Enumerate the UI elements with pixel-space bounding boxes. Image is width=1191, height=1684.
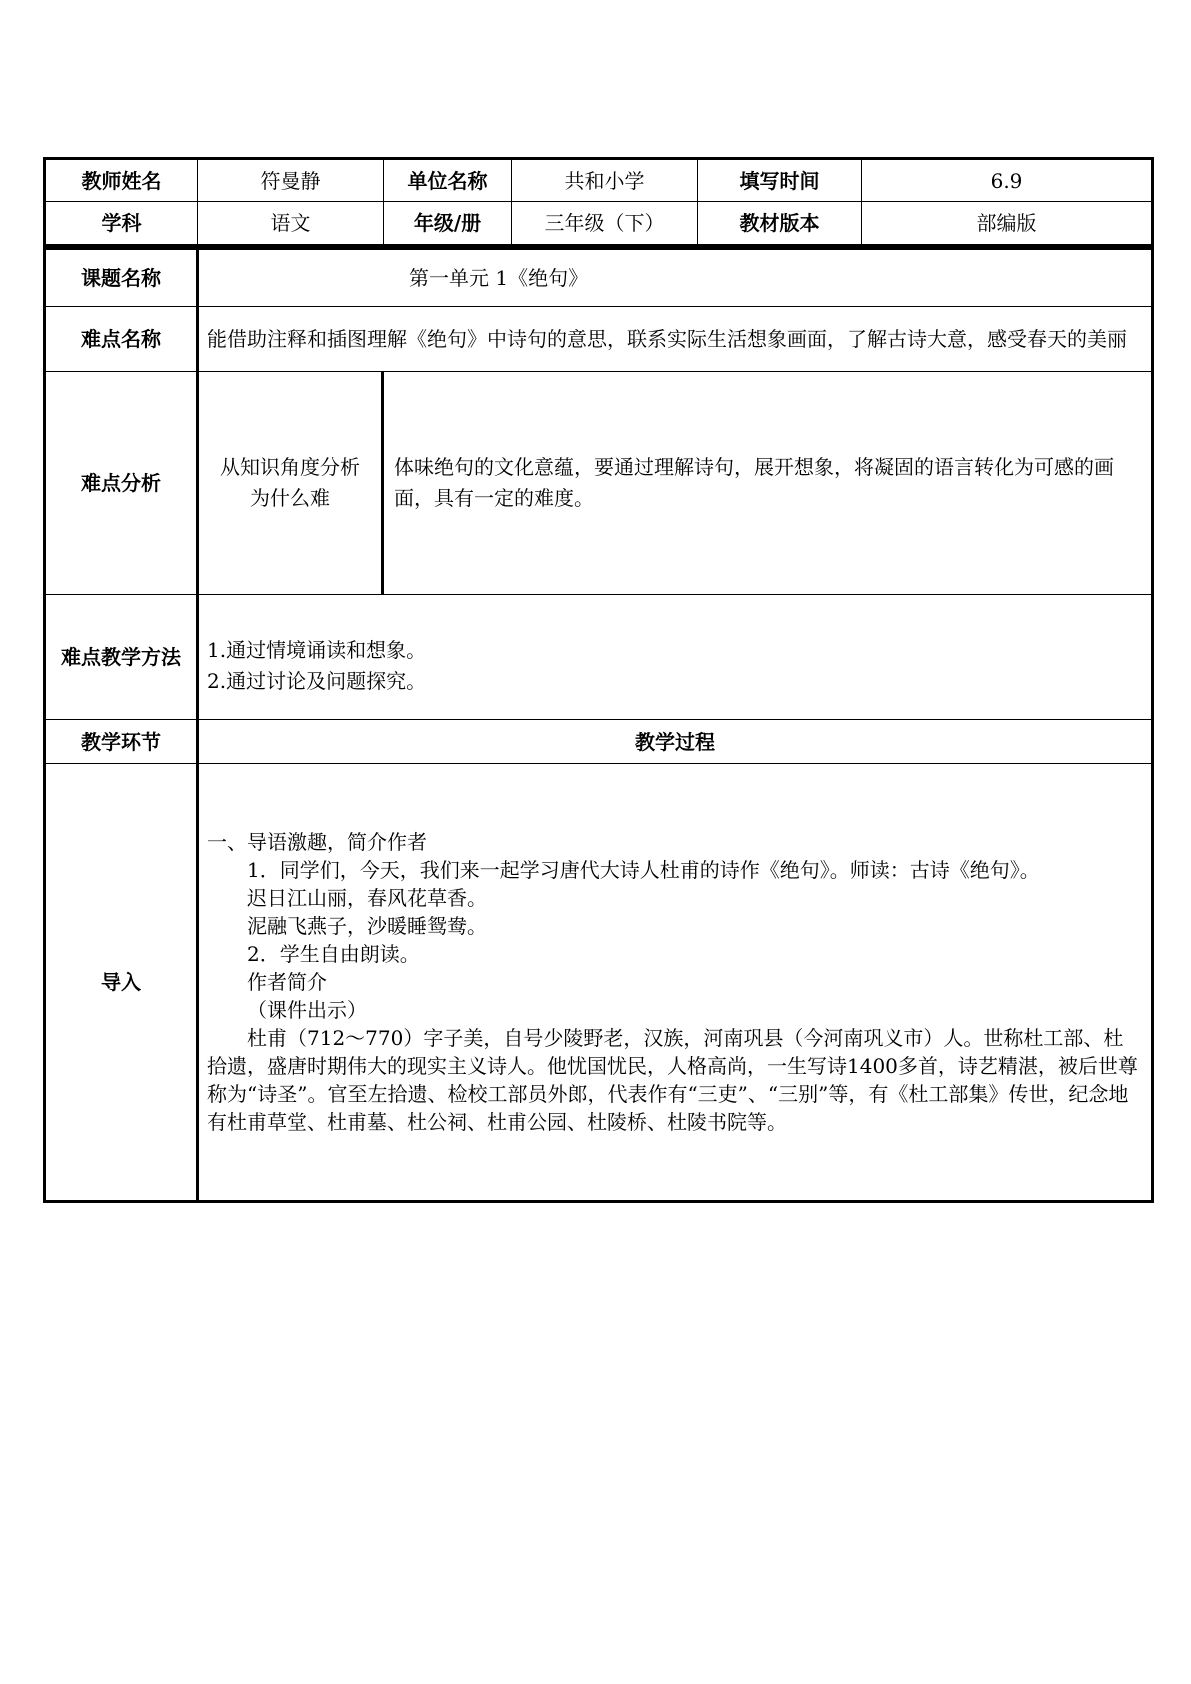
poem-line-1: 迟日江山丽，春风花草香。 [247,886,487,910]
intro-line-2: 1．同学们，今天，我们来一起学习唐代大诗人杜甫的诗作《绝句》。师读：古诗《绝句》。 [247,858,1040,882]
difficulty-value: 能借助注释和插图理解《绝句》中诗句的意思，联系实际生活想象画面，了解古诗大意，感受春天的美丽 [198,307,1153,372]
grade-value: 三年级（下） [512,202,698,246]
subject-value: 语文 [198,202,384,246]
author-bio: 杜甫（712～770）字子美，自号少陵野老，汉族，河南巩县（今河南巩义市）人。世称杜工部、杜拾遗，盛唐时期伟大的现实主义诗人。他忧国忧民，人格高尚，一生写诗1400多首，诗艺精湛，被后世尊称为“诗圣”。官至左拾遗、检校工部员外郎，代表作有“三吏”、“三别”等，有《杜工部集》传世，纪念地有杜甫草堂、杜甫墓、杜公祠、杜甫公园、杜陵桥、杜陵书院等。 [207,1026,1138,1134]
difficulty-label: 难点名称 [45,307,198,372]
analysis-sub-label: 从知识角度分析为什么难 [198,372,383,595]
analysis-label: 难点分析 [45,372,198,595]
method-label: 难点教学方法 [45,595,198,720]
intro-line-1: 一、导语激趣，简介作者 [207,830,427,854]
analysis-value: 体味绝句的文化意蕴，要通过理解诗句，展开想象，将凝固的语言转化为可感的画面，具有一定的难度。 [383,372,1153,595]
courseware-note: （课件出示） [247,998,367,1022]
unit-name-label: 单位名称 [384,159,512,202]
method-line-2: 2.通过讨论及问题探究。 [207,669,427,693]
author-intro-heading: 作者简介 [247,970,327,994]
topic-value: 第一单元 1《绝句》 [198,249,1153,307]
detail-table [43,247,1154,1203]
edition-label: 教材版本 [698,202,862,246]
poem-line-2: 泥融飞燕子，沙暖睡鸳鸯。 [247,914,487,938]
intro-line-5: 2．学生自由朗读。 [247,942,420,966]
method-line-1: 1.通过情境诵读和想象。 [207,638,427,662]
method-content [198,595,1153,720]
stage-header: 教学环节 [45,720,198,764]
grade-label: 年级/册 [384,202,512,246]
fill-date-label: 填写时间 [698,159,862,202]
teacher-name-value: 符曼静 [198,159,384,202]
topic-label: 课题名称 [45,249,198,307]
teacher-name-label: 教师姓名 [45,159,198,202]
header-table [43,157,1154,247]
subject-label: 学科 [45,202,198,246]
unit-name-value: 共和小学 [512,159,698,202]
intro-stage-label: 导入 [45,764,198,1202]
process-header: 教学过程 [198,720,1153,764]
fill-date-value: 6.9 [862,159,1153,202]
intro-process-content [198,764,1153,1202]
edition-value: 部编版 [862,202,1153,246]
